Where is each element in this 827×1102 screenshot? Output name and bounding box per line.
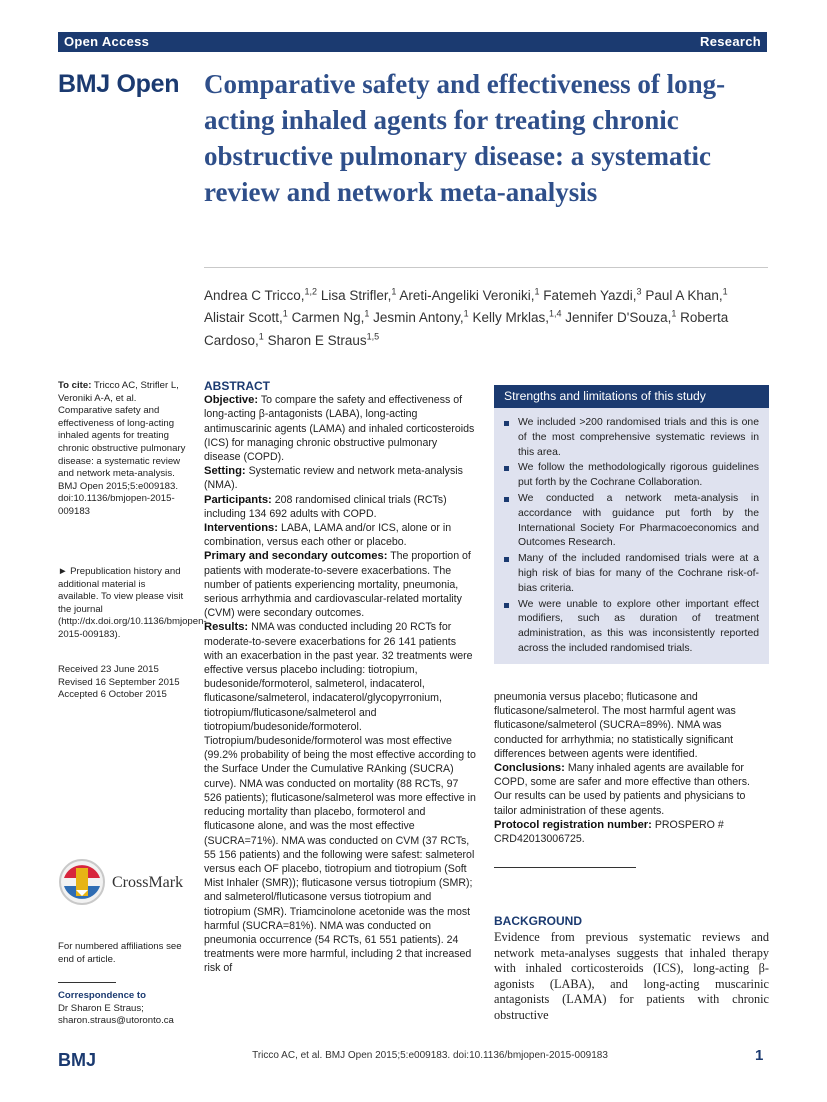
author: Jennifer D'Souza,$^1$ — [565, 308, 677, 325]
abstract-end-divider — [494, 867, 636, 868]
strengths-list — [494, 408, 769, 657]
list-item: We were unable to explore other important effect modifiers, such as duration of treatment administration, as this was inconsistently reported across the included randomised trials. — [502, 598, 759, 657]
affiliations-note: For numbered affiliations see end of article. — [58, 941, 182, 965]
author: Alistair Scott,$^1$ — [204, 308, 288, 325]
abstract-results: Results: NMA was conducted including 20 RCTs for moderate-to-severe exacerbations for 26 141 patients with an exacerbation in the past year. 32 treatments were effective versus placebo including: tiotropium, budesonide/formoterol, salmeterol, indacaterol, fluticasone/salmeterol, indacaterol/glycopyrronium, tiotropium/fluticasone/salmeterol and tiotropium/budesonide/formoterol. Tiotropium/budesonide/formoterol was most effective (99.2% probability of being the most effective according to the Surface Under the Cumulative RAnking (SUCRA) curve). NMA was conducted on mortality (88 RCTs, 97 526 patients); fluticasone/salmeterol was more effective in reducing mortality than placebo, formoterol and fluticasone alone, and was the most effective (SUCRA=71%). NMA was conducted on CVM (37 RCTs, 55 156 patients) and the following were safest: salmeterol versus each OF placebo, tiotropium and tiotropium (Soft Mist Inhaler (SMR)); fluticasone versus tiotropium (SMR); and salmeterol/fluticasone versus tiotropium and tiotropium (SMR). Triamcinolone acetonide was the most harmful (SUCRA=81%). NMA was conducted on pneumonia occurrence (54 RCTs, 61 551 patients). 24 treatments were more harmful, including 2 that increased risk of — [204, 621, 476, 975]
abstract-setting: Setting: Systematic review and network meta-analysis (NMA). — [204, 465, 463, 492]
author: Paul A Khan,$^1$ — [645, 286, 728, 303]
abstract — [204, 379, 476, 976]
footer-citation: Tricco AC, et al. BMJ Open 2015;5:e009183. doi:10.1136/bmjopen-2015-009183 — [252, 1050, 608, 1061]
crossmark-icon — [58, 856, 106, 910]
footer-logo: BMJ — [58, 1050, 97, 1070]
strengths-limitations-box — [494, 385, 769, 664]
title-divider — [204, 267, 768, 268]
section-label: Research — [700, 34, 761, 49]
author: Fatemeh Yazdi,$^3$ — [543, 286, 642, 303]
abstract-conclusions: Conclusions: Many inhaled agents are available for COPD, some are safer and more effective than others. Our results can be used by patients and physicians to tailor administration of these agents. — [494, 762, 750, 817]
correspondence-block — [58, 990, 188, 1028]
list-item: We conducted a network meta-analysis in accordance with guidance put forth by the International Society For Pharmacoeconomics and Outcomes Research. — [502, 492, 759, 551]
correspondence-email[interactable]: sharon.straus@utoronto.ca — [58, 1015, 174, 1027]
revised-date: Revised 16 September 2015 — [58, 676, 180, 688]
cite-text: Tricco AC, Strifler L, Veroniki A-A, et al. Comparative safety and effectiveness of long-acting inhaled agents for treating chronic obstructive pulmonary disease: a systematic review and network meta-analysis. BMJ Open 2015;5:e009183. doi:10.1136/bmjopen-2015-009183 — [58, 380, 186, 517]
author: Sharon E Straus$^{1,5}$ — [267, 331, 380, 348]
abstract-objective: Objective: To compare the safety and effectiveness of long-acting β-antagonists (LABA), long-acting antimuscarinic agents (LAMA) and inhaled corticosteroids (ICS) for managing chronic obstructive pulmonary disease (COPD). — [204, 394, 475, 464]
author-list — [204, 282, 768, 350]
accepted-date: Accepted 6 October 2015 — [58, 689, 167, 701]
abstract-participants: Participants: 208 randomised clinical trials (RCTs) including 134 692 adults with COPD. — [204, 493, 447, 520]
header-bar — [58, 32, 767, 52]
cite-label: To cite: — [58, 380, 92, 391]
author: Areti-Angeliki Veroniki,$^1$ — [399, 286, 540, 303]
received-date: Received 23 June 2015 — [58, 664, 159, 675]
background-text: Evidence from previous systematic reviews and network meta-analyses suggests that inhaled therapy with inhaled corticosteroids (ICS), long-acting β-agonists (LABA), and long-acting muscarinic antagonists (LAMA) for patients with chronic obstructive — [494, 930, 769, 1022]
abstract-results-continued: pneumonia versus placebo; fluticasone and fluticasone/salmeterol. The most harmful agent was fluticasone/salmeterol (SUCRA=89%). NMA was conducted for arrhythmia; no statistically significant differences between agents were identified. — [494, 691, 736, 760]
journal-logo: BMJ Open — [58, 70, 180, 98]
background-heading: BACKGROUND — [494, 914, 582, 928]
dates-block — [58, 664, 188, 702]
author: Roberta Cardoso,$^1$ — [204, 310, 729, 348]
abstract-continued — [494, 690, 769, 846]
list-item: We included >200 randomised trials and this is one of the most comprehensive systematic reviews in this area. — [502, 416, 759, 460]
abstract-heading: ABSTRACT — [204, 379, 270, 393]
correspondence-label: Correspondence to — [58, 990, 146, 1001]
author: Lisa Strifler,$^1$ — [320, 286, 397, 303]
author: Jesmin Antony,$^1$ — [373, 308, 469, 325]
prepublication-note[interactable]: ► Prepublication history and additional material is available. To view please visit the journal (http://dx.doi.org/10.1136/bmjopen-2015-009183). — [58, 566, 207, 640]
abstract-registration: Protocol registration number: PROSPERO # CRD42013006725. — [494, 818, 724, 846]
page-number: 1 — [755, 1047, 764, 1064]
author: Carmen Ng,$^1$ — [291, 308, 370, 325]
open-access-label: Open Access — [64, 34, 150, 49]
author: Kelly Mrklas,$^{1,4}$ — [472, 308, 562, 325]
correspondence-name: Dr Sharon E Straus; — [58, 1002, 144, 1014]
list-item: We follow the methodologically rigorous guidelines put forth by the Cochrane Collaboration. — [502, 461, 759, 491]
list-item: Many of the included randomised trials were at a high risk of bias for many of the Cochrane risk-of-bias criteria. — [502, 552, 759, 596]
author: Andrea C Tricco,$^{1,2}$ — [204, 286, 318, 303]
strengths-heading: Strengths and limitations of this study — [494, 385, 769, 408]
article-title: Comparative safety and effectiveness of long-acting inhaled agents for treating chronic obstructive pulmonary disease: a systematic review and network meta-analysis — [204, 69, 726, 207]
abstract-outcomes: Primary and secondary outcomes: The proportion of patients with moderate-to-severe exacerbations. The number of patients experiencing mortality, pneumonia, serious arrhythmia and cardiovascular-related mortality (CVM) were secondary outcomes. — [204, 550, 471, 620]
cite-block — [58, 380, 188, 519]
sidebar-divider — [58, 982, 116, 983]
crossmark-label: CrossMark — [112, 874, 184, 891]
abstract-interventions: Interventions: LABA, LAMA and/or ICS, alone or in combination, versus each other or placebo. — [204, 522, 452, 549]
